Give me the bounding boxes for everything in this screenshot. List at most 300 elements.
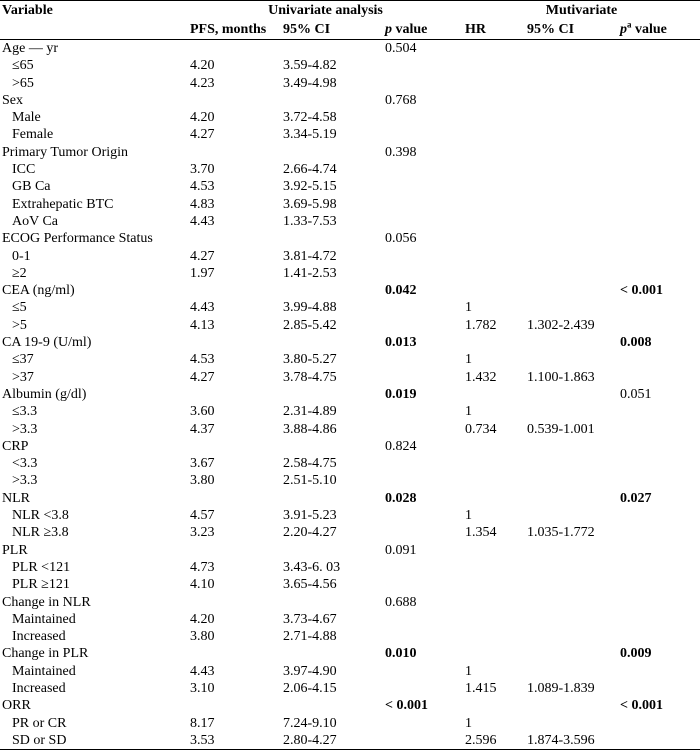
hr-cell <box>463 144 525 161</box>
ci2-cell <box>525 645 618 662</box>
pa-value-cell <box>618 524 700 541</box>
pa-value-cell <box>618 576 700 593</box>
variable-cell: >5 <box>12 317 27 333</box>
table-row-group <box>0 40 700 58</box>
ci-cell: 2.71-4.88 <box>283 629 337 645</box>
ci2-cell <box>525 490 618 507</box>
table-row <box>0 715 700 732</box>
table-row <box>0 455 700 472</box>
variable-cell: CRP <box>2 438 29 454</box>
p-value-cell <box>383 351 463 368</box>
ci2-cell <box>525 40 618 58</box>
ci2-cell <box>525 265 618 282</box>
pa-value-cell <box>618 351 700 368</box>
pa-value-cell <box>618 178 700 195</box>
hr-cell <box>463 472 525 489</box>
pfs-cell <box>188 697 281 714</box>
ci-cell: 3.59-4.82 <box>283 58 337 74</box>
variable-cell: >3.3 <box>12 421 38 437</box>
ci2-cell <box>525 386 618 403</box>
hr-cell <box>463 196 525 213</box>
pfs-cell <box>188 438 281 455</box>
table-row <box>0 680 700 697</box>
pa-value-cell <box>618 559 700 576</box>
ci-cell <box>281 697 383 714</box>
hr-cell: 2.596 <box>463 732 525 750</box>
p-value-cell <box>383 265 463 282</box>
table-row <box>0 507 700 524</box>
p-value-cell <box>383 178 463 195</box>
table-row <box>0 57 700 74</box>
variable-cell: Change in NLR <box>2 594 91 610</box>
hr-cell <box>463 334 525 351</box>
ci-cell: 3.91-5.23 <box>283 508 337 524</box>
p-value-cell <box>383 213 463 230</box>
table-row-group <box>0 697 700 714</box>
p-value-cell <box>383 611 463 628</box>
table-row <box>0 524 700 541</box>
blank-header <box>0 20 188 40</box>
pfs-cell: 4.27 <box>190 127 215 143</box>
pa-value-cell <box>618 732 700 750</box>
ci2-cell <box>525 126 618 143</box>
variable-cell: Female <box>12 127 54 143</box>
pfs-cell: 1.97 <box>190 265 215 281</box>
pa-value-cell <box>618 265 700 282</box>
ci-cell <box>281 230 383 247</box>
p-value-cell <box>383 472 463 489</box>
variable-cell: PLR <box>2 542 28 558</box>
variable-cell: 0-1 <box>12 248 31 264</box>
p-value-cell <box>383 403 463 420</box>
table-row <box>0 351 700 368</box>
table-row <box>0 299 700 316</box>
p-value-header: p value <box>383 20 463 40</box>
pa-value-header: $p^a$ value <box>618 20 700 40</box>
table-row <box>0 559 700 576</box>
pfs-cell: 3.23 <box>190 525 215 541</box>
pfs-cell: 4.20 <box>190 58 215 74</box>
table-row <box>0 248 700 265</box>
ci-cell: 2.85-5.42 <box>283 317 337 333</box>
hr-cell <box>463 178 525 195</box>
p-value-cell: 0.042 <box>385 283 417 299</box>
table-row <box>0 663 700 680</box>
variable-cell: Maintained <box>12 663 76 679</box>
p-value-cell: 0.398 <box>385 144 417 160</box>
table-row <box>0 611 700 628</box>
ci-cell: 3.65-4.56 <box>283 577 337 593</box>
pa-value-cell <box>618 196 700 213</box>
p-value-cell <box>383 109 463 126</box>
p-value-cell <box>383 196 463 213</box>
variable-cell: ≤5 <box>12 300 27 316</box>
pa-value-cell <box>618 109 700 126</box>
ci2-cell <box>525 542 618 559</box>
table-row <box>0 161 700 178</box>
variable-cell: Increased <box>12 629 66 645</box>
hr-cell <box>463 40 525 58</box>
table-row-group <box>0 438 700 455</box>
pfs-cell: 3.70 <box>190 162 215 178</box>
ci-cell: 3.78-4.75 <box>283 369 337 385</box>
ci-cell <box>281 645 383 662</box>
ci2-cell <box>525 230 618 247</box>
variable-cell: Primary Tumor Origin <box>2 144 129 160</box>
ci-cell: 3.92-5.15 <box>283 179 337 195</box>
hr-cell <box>463 386 525 403</box>
pa-value-cell <box>618 248 700 265</box>
hr-cell <box>463 213 525 230</box>
ci-cell: 1.33-7.53 <box>283 213 337 229</box>
pfs-cell: 4.57 <box>190 508 215 524</box>
pa-value-cell <box>618 663 700 680</box>
pa-value-cell <box>618 317 700 334</box>
pfs-cell: 3.53 <box>188 732 281 750</box>
pfs-cell <box>188 594 281 611</box>
p-value-cell <box>383 57 463 74</box>
hr-cell <box>463 248 525 265</box>
ci2-cell <box>525 144 618 161</box>
ci-cell: 2.06-4.15 <box>283 680 337 696</box>
table-row <box>0 732 700 750</box>
variable-cell: GB Ca <box>12 179 51 195</box>
ci2-cell <box>525 196 618 213</box>
p-value-cell <box>383 715 463 732</box>
variable-cell: NLR <box>2 490 30 506</box>
ci2-cell: 1.874-3.596 <box>525 732 618 750</box>
ci-cell: 3.34-5.19 <box>283 127 337 143</box>
pa-value-cell: < 0.001 <box>620 698 663 714</box>
pfs-cell: 4.53 <box>190 179 215 195</box>
p-value-cell <box>383 559 463 576</box>
hr-cell <box>463 628 525 645</box>
header-row-top <box>0 1 700 21</box>
ci-cell <box>281 334 383 351</box>
p-value-cell <box>383 663 463 680</box>
pfs-cell: 4.43 <box>190 663 215 679</box>
pfs-header: PFS, months <box>188 20 281 40</box>
variable-cell: PR or CR <box>12 715 67 731</box>
variable-cell: ORR <box>2 698 31 714</box>
p-value-cell <box>383 161 463 178</box>
pfs-cell <box>188 144 281 161</box>
univariate-header: Univariate analysis <box>188 1 463 21</box>
pa-value-cell <box>618 161 700 178</box>
pa-value-cell <box>618 230 700 247</box>
pfs-cell <box>188 386 281 403</box>
pfs-cell: 4.23 <box>190 75 215 91</box>
ci-cell: 2.80-4.27 <box>281 732 383 750</box>
hr-cell <box>463 161 525 178</box>
pfs-cell: 4.83 <box>190 196 215 212</box>
variable-cell: ≤3.3 <box>12 404 38 420</box>
ci2-cell <box>525 472 618 489</box>
p-value-cell: 0.010 <box>385 646 417 662</box>
pfs-cell: 4.73 <box>190 559 215 575</box>
pfs-cell <box>188 230 281 247</box>
ci2-cell <box>525 213 618 230</box>
table-row <box>0 317 700 334</box>
pa-value-cell <box>618 57 700 74</box>
table-row-group <box>0 594 700 611</box>
pfs-cell <box>188 92 281 109</box>
p-value-cell <box>383 680 463 697</box>
ci2-cell: 0.539-1.001 <box>527 421 595 437</box>
table-row <box>0 403 700 420</box>
pfs-cell <box>188 645 281 662</box>
hr-cell <box>463 109 525 126</box>
ci-cell <box>281 40 383 58</box>
pfs-cell: 3.60 <box>190 404 215 420</box>
variable-cell: NLR ≥3.8 <box>12 525 69 541</box>
pa-value-cell <box>618 40 700 58</box>
pa-value-cell: < 0.001 <box>620 283 663 299</box>
ci2-cell <box>525 594 618 611</box>
pa-value-cell <box>618 369 700 386</box>
variable-cell: Extrahepatic BTC <box>12 196 114 212</box>
pa-value-cell <box>618 715 700 732</box>
ci2-cell <box>525 715 618 732</box>
variable-cell: ECOG Performance Status <box>2 231 153 247</box>
p-value-cell: 0.688 <box>385 594 417 610</box>
pa-value-cell: 0.008 <box>620 335 652 351</box>
variable-cell: Sex <box>2 92 23 108</box>
pa-value-cell <box>618 680 700 697</box>
ci-cell <box>281 490 383 507</box>
variable-cell: CEA (ng/ml) <box>2 283 75 299</box>
hr-cell <box>463 594 525 611</box>
hr-cell <box>463 542 525 559</box>
hr-cell: 1.782 <box>465 317 497 333</box>
ci-cell: 3.97-4.90 <box>283 663 337 679</box>
variable-cell: ICC <box>12 162 36 178</box>
variable-cell: Maintained <box>12 611 76 627</box>
p-value-cell: 0.028 <box>385 490 417 506</box>
ci2-cell <box>525 663 618 680</box>
ci-cell <box>281 386 383 403</box>
table-row-group <box>0 282 700 299</box>
ci-header: 95% CI <box>281 20 383 40</box>
pfs-cell: 4.43 <box>190 300 215 316</box>
pa-value-cell <box>618 472 700 489</box>
pa-value-cell <box>618 144 700 161</box>
variable-cell: SD or SD <box>0 732 188 750</box>
variable-cell: AoV Ca <box>12 213 59 229</box>
p-value-cell <box>383 421 463 438</box>
ci-cell: 3.72-4.58 <box>283 110 337 126</box>
pa-value-cell <box>618 628 700 645</box>
p-value-cell: 0.091 <box>385 542 417 558</box>
hr-cell <box>463 57 525 74</box>
ci-cell: 2.20-4.27 <box>283 525 337 541</box>
p-value-cell: 0.056 <box>385 231 417 247</box>
pfs-cell: 4.37 <box>190 421 215 437</box>
hr-cell <box>463 455 525 472</box>
ci-cell <box>281 92 383 109</box>
pa-value-cell <box>618 455 700 472</box>
variable-cell: PLR <121 <box>12 559 71 575</box>
pfs-cell: 4.20 <box>190 110 215 126</box>
p-value-cell <box>383 732 463 750</box>
ci2-cell <box>525 611 618 628</box>
hr-cell: 1 <box>465 715 472 731</box>
pfs-cell: 4.10 <box>190 577 215 593</box>
ci-cell: 3.80-5.27 <box>283 352 337 368</box>
hr-cell <box>463 645 525 662</box>
ci2-cell <box>525 455 618 472</box>
ci-cell: 3.73-4.67 <box>283 611 337 627</box>
p-value-cell: 0.768 <box>385 92 417 108</box>
pa-value-cell <box>618 594 700 611</box>
hr-cell <box>463 126 525 143</box>
pa-value-cell: 0.009 <box>620 646 652 662</box>
ci-cell: 2.66-4.74 <box>283 162 337 178</box>
p-value-cell: 0.824 <box>385 438 417 454</box>
ci-cell: 3.43-6. 03 <box>283 559 341 575</box>
pfs-cell <box>188 282 281 299</box>
variable-cell: ≤65 <box>12 58 34 74</box>
pfs-cell: 4.53 <box>190 352 215 368</box>
hr-cell <box>463 92 525 109</box>
ci-cell: 3.88-4.86 <box>283 421 337 437</box>
pfs-cell: 8.17 <box>190 715 215 731</box>
pfs-cell: 4.13 <box>190 317 215 333</box>
p-value-cell <box>383 299 463 316</box>
ci-cell <box>281 282 383 299</box>
pa-value-cell: 0.051 <box>620 386 652 402</box>
table-row <box>0 265 700 282</box>
hr-cell: 0.734 <box>465 421 497 437</box>
variable-cell: CA 19-9 (U/ml) <box>2 335 92 351</box>
ci2-header: 95% CI <box>525 20 618 40</box>
ci-cell: 1.41-2.53 <box>283 265 337 281</box>
p-value-cell <box>383 455 463 472</box>
pa-value-cell: 0.027 <box>620 490 652 506</box>
ci2-cell <box>525 351 618 368</box>
pfs-cell <box>188 542 281 559</box>
pa-value-cell <box>618 542 700 559</box>
ci-cell: 3.81-4.72 <box>283 248 337 264</box>
ci-cell: 3.99-4.88 <box>283 300 337 316</box>
ci2-cell <box>525 559 618 576</box>
p-value-cell <box>383 126 463 143</box>
ci-cell <box>281 438 383 455</box>
pa-value-cell <box>618 92 700 109</box>
variable-cell: >3.3 <box>12 473 38 489</box>
pfs-cell <box>188 334 281 351</box>
table-row-group <box>0 542 700 559</box>
hr-header: HR <box>463 20 525 40</box>
variable-cell: ≤37 <box>12 352 34 368</box>
ci2-cell <box>525 248 618 265</box>
ci2-cell <box>525 161 618 178</box>
table-row-group <box>0 386 700 403</box>
table-row-group <box>0 230 700 247</box>
table-row <box>0 369 700 386</box>
hr-cell: 1.354 <box>465 525 497 541</box>
hr-cell <box>463 75 525 92</box>
pfs-cell <box>188 40 281 58</box>
pa-value-cell <box>618 438 700 455</box>
variable-cell: Age — yr <box>2 41 58 56</box>
hr-cell: 1 <box>465 508 472 524</box>
p-value-cell <box>383 248 463 265</box>
hr-cell <box>463 490 525 507</box>
ci2-cell <box>525 57 618 74</box>
pfs-cell: 4.20 <box>190 611 215 627</box>
ci2-cell <box>525 576 618 593</box>
table-row <box>0 109 700 126</box>
table-row-group <box>0 645 700 662</box>
hr-cell: 1 <box>465 300 472 316</box>
variable-cell: Male <box>12 110 41 126</box>
variable-cell: Albumin (g/dl) <box>2 386 87 402</box>
table-row <box>0 196 700 213</box>
table-body <box>0 40 700 750</box>
ci2-cell: 1.100-1.863 <box>527 369 595 385</box>
p-value-cell <box>383 317 463 334</box>
pa-value-cell <box>618 126 700 143</box>
table-row <box>0 126 700 143</box>
variable-cell: NLR <3.8 <box>12 508 69 524</box>
pfs-cell: 4.27 <box>190 248 215 264</box>
p-value-cell: 0.504 <box>385 41 417 56</box>
pa-value-cell <box>618 299 700 316</box>
variable-cell: Change in PLR <box>2 646 89 662</box>
hr-cell <box>463 697 525 714</box>
table-row <box>0 421 700 438</box>
ci2-cell <box>525 438 618 455</box>
table-row-group <box>0 144 700 161</box>
ci2-cell <box>525 299 618 316</box>
ci-cell: 7.24-9.10 <box>283 715 337 731</box>
variable-cell: >65 <box>12 75 34 91</box>
p-value-cell <box>383 507 463 524</box>
ci-cell <box>281 594 383 611</box>
multivariate-header: Mutivariate <box>463 1 700 21</box>
variable-header: Variable <box>0 1 188 21</box>
table-row <box>0 75 700 92</box>
ci2-cell <box>525 507 618 524</box>
variable-cell: Increased <box>12 680 66 696</box>
pfs-cell: 3.67 <box>190 456 215 472</box>
pa-value-cell <box>618 421 700 438</box>
pfs-cell: 4.43 <box>190 213 215 229</box>
variable-cell: PLR ≥121 <box>12 577 70 593</box>
hr-cell <box>463 230 525 247</box>
table-row-group <box>0 334 700 351</box>
ci2-cell <box>525 628 618 645</box>
ci-cell: 2.51-5.10 <box>283 473 337 489</box>
variable-cell: <3.3 <box>12 456 38 472</box>
ci2-cell <box>525 403 618 420</box>
ci-cell: 2.58-4.75 <box>283 456 337 472</box>
hr-cell <box>463 576 525 593</box>
ci-cell: 2.31-4.89 <box>283 404 337 420</box>
hr-cell: 1 <box>465 663 472 679</box>
p-value-cell: 0.019 <box>385 386 417 402</box>
ci-cell: 3.49-4.98 <box>283 75 337 91</box>
ci2-cell <box>525 334 618 351</box>
hr-cell <box>463 611 525 628</box>
pfs-cell: 4.27 <box>190 369 215 385</box>
hr-cell: 1 <box>465 404 472 420</box>
hr-cell <box>463 438 525 455</box>
ci2-cell <box>525 92 618 109</box>
hr-cell <box>463 282 525 299</box>
ci-cell: 3.69-5.98 <box>283 196 337 212</box>
